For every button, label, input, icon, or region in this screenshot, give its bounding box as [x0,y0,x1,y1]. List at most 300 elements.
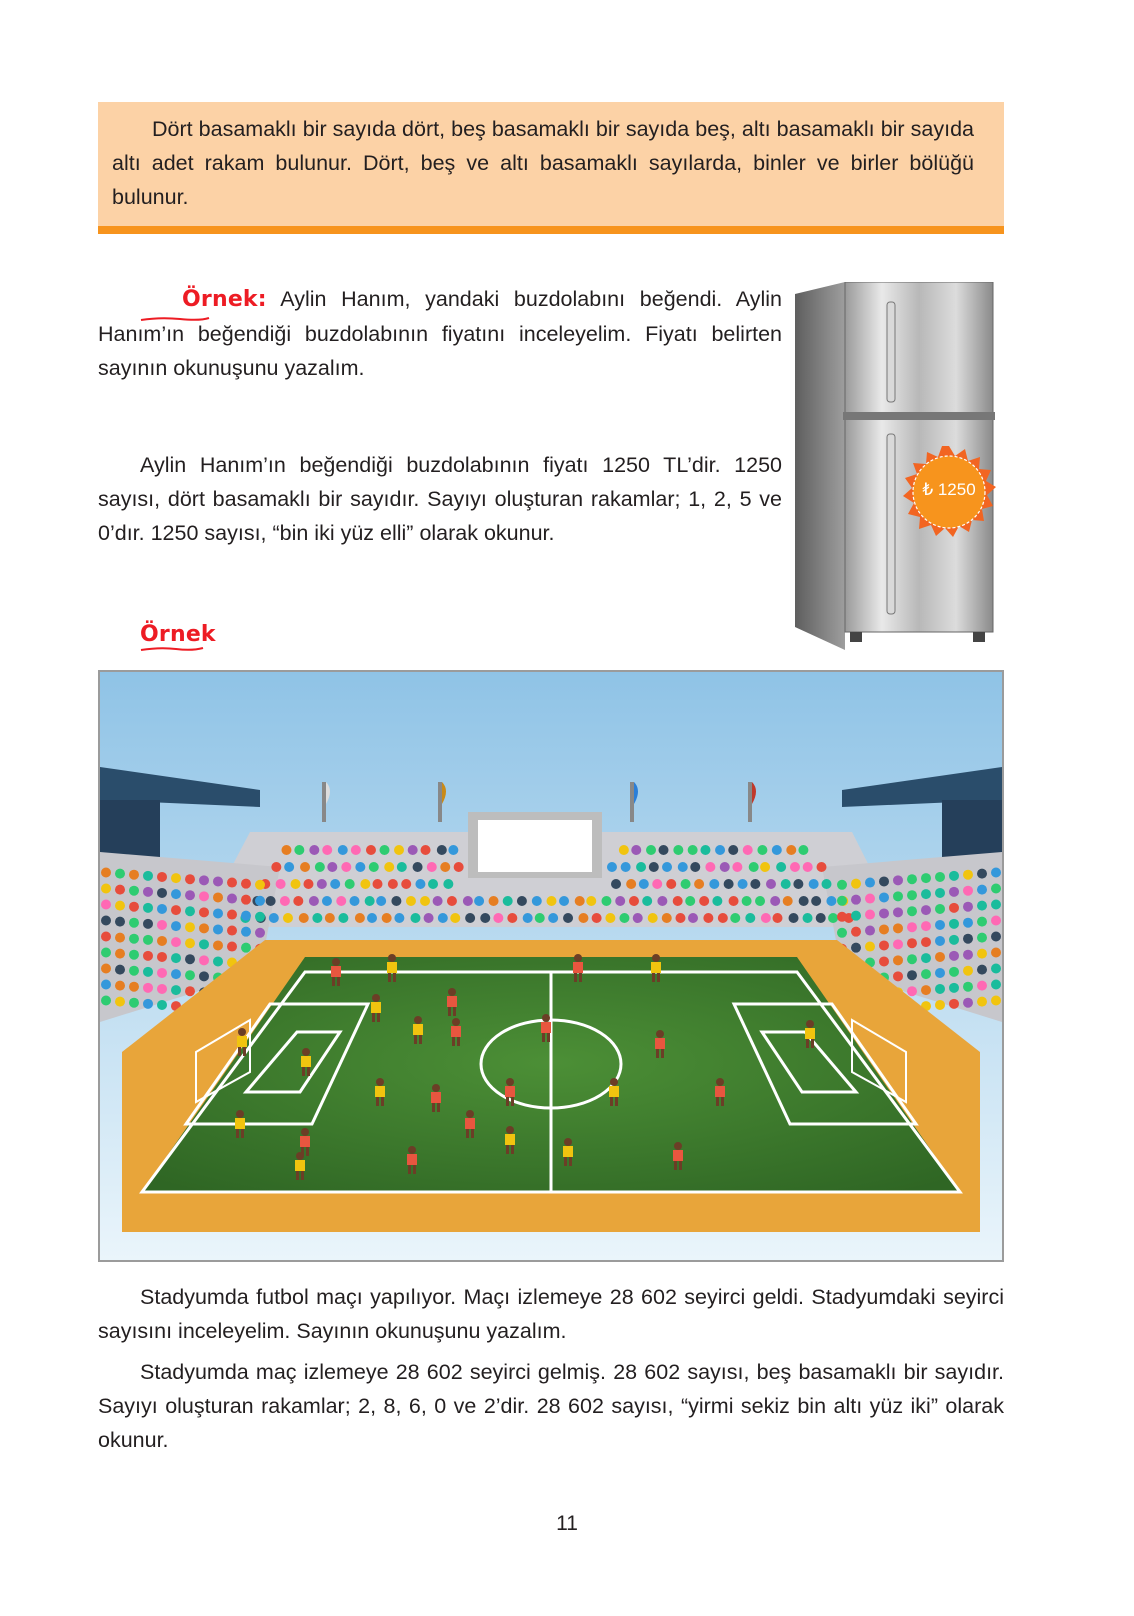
spectator [312,913,322,923]
spectator [893,955,903,965]
spectator [688,913,698,923]
example2-text-block [98,1280,1004,1457]
example1-label-wrap [140,282,267,317]
spectator [281,845,291,855]
spectator [559,896,569,906]
spectator [115,949,125,959]
spectator [907,938,917,948]
label-underline [140,316,210,322]
spectator [991,963,1001,973]
spectator [893,891,903,901]
spectator [433,896,443,906]
spectator [705,862,715,872]
spectator [199,923,209,933]
spectator [255,912,265,922]
spectator [101,995,111,1005]
spectator [709,879,719,889]
spectator [397,862,407,872]
spectator [227,926,237,936]
spectator [299,913,309,923]
spectator [879,924,889,934]
spectator [266,896,276,906]
spectator [750,879,760,889]
spectator [729,896,739,906]
spectator [816,913,826,923]
spectator [465,913,475,923]
spectator [424,913,434,923]
spectator [294,845,304,855]
spectator [394,845,404,855]
spectator [629,896,639,906]
spectator [649,862,659,872]
spectator [185,954,195,964]
spectator [678,862,688,872]
spectator [493,913,503,923]
spectator [338,845,348,855]
spectator [360,879,370,889]
spectator [783,896,793,906]
spectator [255,896,265,906]
spectator [185,970,195,980]
spectator [406,896,416,906]
spectator [662,862,672,872]
spectator [303,879,313,889]
spectator [129,870,139,880]
spectator [480,913,490,923]
spectator [935,872,945,882]
spectator [503,896,513,906]
example1-question-block [98,282,782,385]
spectator [382,913,392,923]
spectator [185,906,195,916]
spectator [283,913,293,923]
spectator [379,845,389,855]
spectator [325,913,335,923]
spectator [935,984,945,994]
spectator [507,913,517,923]
spectator [921,969,931,979]
spectator [592,913,602,923]
spectator [157,904,167,914]
spectator [963,950,973,960]
spectator [355,913,365,923]
spectator [690,862,700,872]
spectator [949,983,959,993]
spectator [893,923,903,933]
spectator [185,938,195,948]
spectator [523,913,533,923]
spectator [633,913,643,923]
spectator [474,896,484,906]
spectator [143,999,153,1009]
spectator [772,845,782,855]
spectator [157,888,167,898]
spectator [227,894,237,904]
spectator [291,879,301,889]
example1-label: Örnek: [182,287,267,312]
spectator [199,939,209,949]
spectator [793,879,803,889]
spectator [535,913,545,923]
spectator [907,922,917,932]
spectator [738,879,748,889]
spectator [991,915,1001,925]
spectator [893,939,903,949]
spectator [376,896,386,906]
spectator [619,845,629,855]
spectator [284,862,294,872]
spectator [851,927,861,937]
spectator [143,871,153,881]
spectator [879,956,889,966]
spectator [865,894,875,904]
spectator [907,970,917,980]
spectator [743,845,753,855]
spectator [372,879,382,889]
spectator [171,937,181,947]
spectator [255,880,265,890]
spectator [646,845,656,855]
spectator [718,913,728,923]
spectator [851,879,861,889]
spectator [129,918,139,928]
spectator [401,879,411,889]
spectator [675,913,685,923]
spectator [963,934,973,944]
spectator [101,883,111,893]
spectator [611,879,621,889]
spectator [546,896,556,906]
spectator [271,862,281,872]
spectator [199,891,209,901]
spectator [315,862,325,872]
spectator [921,985,931,995]
spectator [171,905,181,915]
spectator [761,913,771,923]
spectator [213,956,223,966]
example2-question: Stadyumda futbol maçı yapılıyor. Maçı izlemeye 28 602 seyirci geldi. Stadyumdaki seyirci sayısını inceleyelim. Sayının okunuşunu yazalım. [98,1285,1004,1343]
spectator [935,936,945,946]
label-underline [140,646,204,652]
spectator [185,890,195,900]
spectator [157,968,167,978]
spectator [742,896,752,906]
spectator [171,969,181,979]
spectator [366,845,376,855]
spectator [454,862,464,872]
spectator [427,862,437,872]
spectator [317,879,327,889]
spectator [907,906,917,916]
spectator [115,997,125,1007]
spectator [143,903,153,913]
spectator [659,845,669,855]
spectator [963,870,973,880]
spectator [384,862,394,872]
spectator [563,913,573,923]
spectator [129,982,139,992]
spectator [388,879,398,889]
spectator [143,919,153,929]
spectator [241,927,251,937]
fridge-illustration [795,282,995,650]
spectator [732,862,742,872]
spectator [129,934,139,944]
spectator [935,888,945,898]
spectator [949,999,959,1009]
spectator [391,896,401,906]
spectator [949,887,959,897]
spectator [489,896,499,906]
spectator [786,845,796,855]
spectator [977,981,987,991]
spectator [766,879,776,889]
spectator [351,845,361,855]
spectator [157,984,167,994]
spectator [817,862,827,872]
spectator [991,899,1001,909]
spectator [977,965,987,975]
spectator [420,896,430,906]
spectator [749,862,759,872]
spectator [101,867,111,877]
spectator [811,896,821,906]
spectator [336,896,346,906]
spectator [949,903,959,913]
spectator [157,920,167,930]
spectator [921,889,931,899]
spectator [143,887,153,897]
spectator [601,896,611,906]
stadium-svg [100,672,1002,1260]
spectator [115,917,125,927]
spectator [448,845,458,855]
spectator [851,943,861,953]
spectator [935,952,945,962]
spectator [227,942,237,952]
spectator [415,879,425,889]
spectator [826,896,836,906]
spectator [781,879,791,889]
spectator [949,919,959,929]
spectator [803,862,813,872]
spectator [586,896,596,906]
spectator [129,966,139,976]
spectator [115,965,125,975]
spectator [269,913,279,923]
spectator [309,896,319,906]
spectator [322,845,332,855]
spectator [662,913,672,923]
spectator [355,862,365,872]
spectator [760,862,770,872]
spectator [578,913,588,923]
spectator [879,892,889,902]
example2-label-wrap [140,622,216,647]
spectator [935,920,945,930]
spectator [963,998,973,1008]
spectator [949,967,959,977]
spectator [715,845,725,855]
spectator [532,896,542,906]
spectator [199,907,209,917]
spectator [648,913,658,923]
spectator [341,862,351,872]
spectator [728,845,738,855]
spectator [615,896,625,906]
spectator [241,895,251,905]
spectator [143,951,153,961]
spectator [345,879,355,889]
spectator [666,879,676,889]
spectator [673,896,683,906]
spectator [907,874,917,884]
spectator [907,890,917,900]
example1-solution: Aylin Hanım’ın beğendiği buzdolabının fiyatı 1250 TL’dir. 1250 sayısı, dört basamaklı bir sayıdır. Sayıyı oluşturan rakamlar; 1, 2, 5 ve 0’dır. 1250 sayısı, “bin iki yüz elli” olarak okunur. [98,453,782,545]
spectator [171,889,181,899]
spectator [185,874,195,884]
spectator [619,913,629,923]
spectator [129,950,139,960]
spectator [143,967,153,977]
spectator [367,913,377,923]
spectator [517,896,527,906]
info-box [98,102,1004,234]
spectator [921,905,931,915]
example1-question: Aylin Hanım, yandaki buzdolabını beğendi. Aylin Hanım’ın beğendiği buzdolabının fiyatını inceleyelim. Fiyatı belirten sayının okunuşunu yazalım. [98,287,782,380]
spectator [101,899,111,909]
spectator [991,979,1001,989]
spectator [115,869,125,879]
spectator [935,968,945,978]
example2-label-block [140,622,216,647]
spectator [241,911,251,921]
spectator [921,873,931,883]
spectator [129,886,139,896]
spectator [921,937,931,947]
page-number: 11 [556,1512,578,1535]
spectator [101,915,111,925]
spectator [639,879,649,889]
spectator [821,879,831,889]
price-tag [901,444,997,540]
spectator [879,876,889,886]
spectator [963,966,973,976]
spectator [730,913,740,923]
spectator [949,871,959,881]
spectator [115,981,125,991]
spectator [724,879,734,889]
spectator [605,913,615,923]
spectator [280,896,290,906]
spectator [157,936,167,946]
spectator [685,896,695,906]
spectator [799,896,809,906]
spectator [621,862,631,872]
spectator [241,879,251,889]
spectator [213,892,223,902]
spectator [394,913,404,923]
info-box-text: Dört basamaklı bir sayıda dört, beş basamaklı bir sayıda beş, altı basamaklı bir sayıda altı adet rakam bulunur. Dört, beş ve altı basamaklı sayılarda, binler ve birler bölüğü bulunur. [112,117,974,209]
spectator [790,862,800,872]
spectator [879,908,889,918]
spectator [694,879,704,889]
spectator [213,908,223,918]
spectator [185,986,195,996]
spectator [408,845,418,855]
spectator [977,933,987,943]
spectator [657,896,667,906]
spectator [607,862,617,872]
spectator [338,913,348,923]
spectator [907,986,917,996]
spectator [921,953,931,963]
example2-solution: Stadyumda maç izlemeye 28 602 seyirci gelmiş. 28 602 sayısı, beş basamaklı bir sayıdır. Sayıyı oluşturan rakamlar; 2, 8, 6, 0 ve 2’dir. 28 602 sayısı, “yirmi sekiz bin altı yüz iki” olarak okunur. [98,1360,1004,1452]
spectator [963,886,973,896]
spectator [157,952,167,962]
spectator [575,896,585,906]
spectator [213,876,223,886]
spectator [673,845,683,855]
spectator [851,895,861,905]
spectator [199,955,209,965]
spectator [720,862,730,872]
spectator [949,935,959,945]
spectator [428,879,438,889]
spectator [865,942,875,952]
spectator [410,913,420,923]
spectator [770,896,780,906]
spectator [700,845,710,855]
spectator [199,875,209,885]
spectator [440,862,450,872]
spectator [365,896,375,906]
spectator [213,940,223,950]
spectator [991,883,1001,893]
spectator [963,902,973,912]
spectator [642,896,652,906]
spectator [809,879,819,889]
spectator [893,875,903,885]
spectator [413,862,423,872]
spectator [157,872,167,882]
spectator [688,845,698,855]
spectator [652,879,662,889]
spectator [865,910,875,920]
spectator [185,922,195,932]
spectator [935,904,945,914]
spectator [837,928,847,938]
spectator [949,951,959,961]
spectator [447,896,457,906]
spectator [776,862,786,872]
spectator [977,917,987,927]
spectator [101,963,111,973]
spectator [789,913,799,923]
spectator [977,885,987,895]
spectator [935,1000,945,1010]
spectator [276,879,286,889]
spectator [977,949,987,959]
spectator [450,913,460,923]
spectator [241,943,251,953]
spectator [293,896,303,906]
spectator [865,926,875,936]
spectator [171,953,181,963]
price-tag-text: ₺ 1250 [922,480,976,499]
spectator [300,862,310,872]
spectator [421,845,431,855]
